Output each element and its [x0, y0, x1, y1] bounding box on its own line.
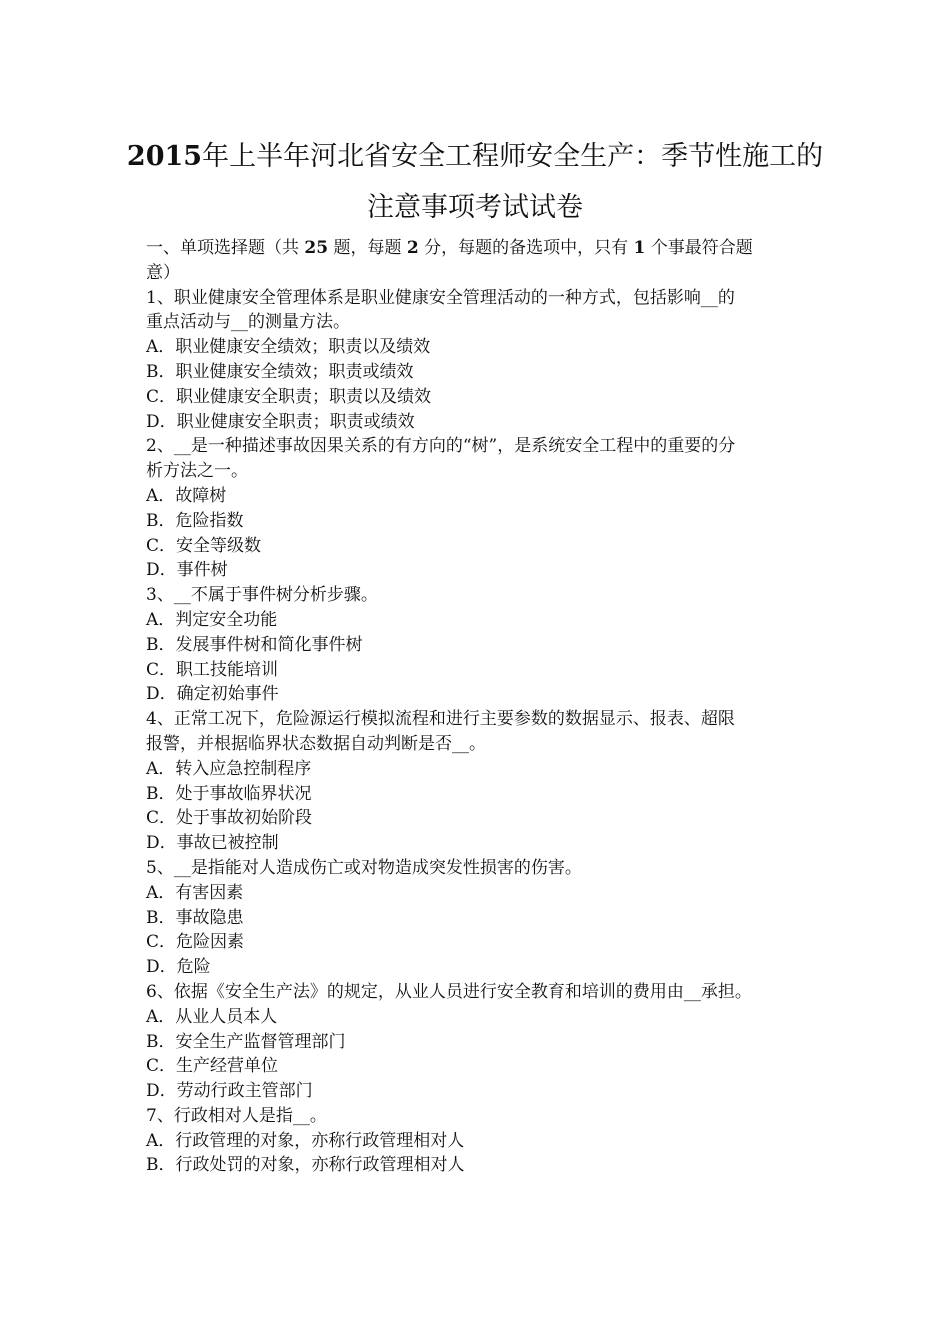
- question-stem: 析方法之一。: [146, 461, 248, 482]
- answer-option: B．行政处罚的对象，亦称行政管理相对人: [146, 1155, 465, 1176]
- answer-option: A．职业健康安全绩效；职责以及绩效: [146, 337, 431, 358]
- answer-option: A．行政管理的对象，亦称行政管理相对人: [146, 1130, 465, 1151]
- question-stem: 7、行政相对人是指__。: [146, 1105, 327, 1126]
- question-list: [146, 286, 808, 1179]
- section-text: 题，每题: [328, 238, 407, 258]
- section-text: 个事最符合题: [645, 238, 753, 258]
- section-text: 一、单项选择题（共: [146, 238, 305, 258]
- question-stem: 2、__是一种描述事故因果关系的有方向的“树”，是系统安全工程中的重要的分: [146, 436, 736, 457]
- answer-option: D．劳动行政主管部门: [146, 1081, 313, 1102]
- answer-option: A．从业人员本人: [146, 1006, 278, 1027]
- correct-count: 1: [633, 238, 646, 258]
- question-stem: 6、依据《安全生产法》的规定，从业人员进行安全教育和培训的费用由__承担。: [146, 981, 752, 1002]
- answer-option: A．判定安全功能: [146, 609, 278, 630]
- answer-option: C．危险因素: [146, 932, 245, 953]
- answer-option: C．安全等级数: [146, 535, 262, 556]
- answer-option: B．发展事件树和简化事件树: [146, 634, 363, 655]
- section-heading-cont: 意）: [146, 262, 180, 283]
- question-block: [146, 1104, 808, 1178]
- answer-option: D．危险: [146, 957, 211, 978]
- answer-option: C．职业健康安全职责；职责以及绩效: [146, 386, 432, 407]
- question-stem: 报警，并根据临界状态数据自动判断是否__。: [146, 733, 486, 754]
- answer-option: D．职业健康安全职责；职责或绩效: [146, 411, 415, 432]
- question-stem: 3、__不属于事件树分析步骤。: [146, 585, 378, 606]
- section-text: 分，每题的备选项中，只有: [418, 238, 634, 258]
- document-title-line-2: 注意事项考试试卷: [367, 192, 583, 223]
- answer-option: A．转入应急控制程序: [146, 758, 312, 779]
- answer-option: C．处于事故初始阶段: [146, 808, 313, 829]
- answer-option: D．事故已被控制: [146, 833, 279, 854]
- answer-option: C．生产经营单位: [146, 1056, 279, 1077]
- answer-option: B．处于事故临界状况: [146, 783, 312, 804]
- answer-option: C．职工技能培训: [146, 659, 279, 680]
- question-stem: 1、职业健康安全管理体系是职业健康安全管理活动的一种方式，包括影响__的: [146, 287, 735, 308]
- section-heading: [146, 236, 808, 261]
- question-block: [146, 434, 808, 583]
- answer-option: B．事故隐患: [146, 907, 244, 928]
- points-per-question: 2: [406, 238, 419, 258]
- question-block: [146, 583, 808, 707]
- question-block: [146, 856, 808, 980]
- answer-option: D．事件树: [146, 560, 228, 581]
- answer-option: B．危险指数: [146, 510, 244, 531]
- title-text: 年上半年河北省安全工程师安全生产：季节性施工的: [202, 141, 824, 172]
- title-year: 2015: [126, 141, 203, 172]
- question-block: [146, 980, 808, 1104]
- question-block: [146, 707, 808, 856]
- document-title-line-1: [0, 134, 950, 173]
- question-stem: 重点活动与__的测量方法。: [146, 312, 350, 333]
- answer-option: A．故障树: [146, 485, 227, 506]
- question-stem: 5、__是指能对人造成伤亡或对物造成突发性损害的伤害。: [146, 857, 582, 878]
- document-body: [146, 236, 808, 1178]
- answer-option: B．职业健康安全绩效；职责或绩效: [146, 361, 414, 382]
- answer-option: B．安全生产监督管理部门: [146, 1031, 346, 1052]
- answer-option: A．有害因素: [146, 882, 244, 903]
- question-block: [146, 286, 808, 435]
- question-count: 25: [304, 238, 329, 258]
- question-stem: 4、正常工况下，危险源运行模拟流程和进行主要参数的数据显示、报表、超限: [146, 709, 735, 730]
- answer-option: D．确定初始事件: [146, 684, 279, 705]
